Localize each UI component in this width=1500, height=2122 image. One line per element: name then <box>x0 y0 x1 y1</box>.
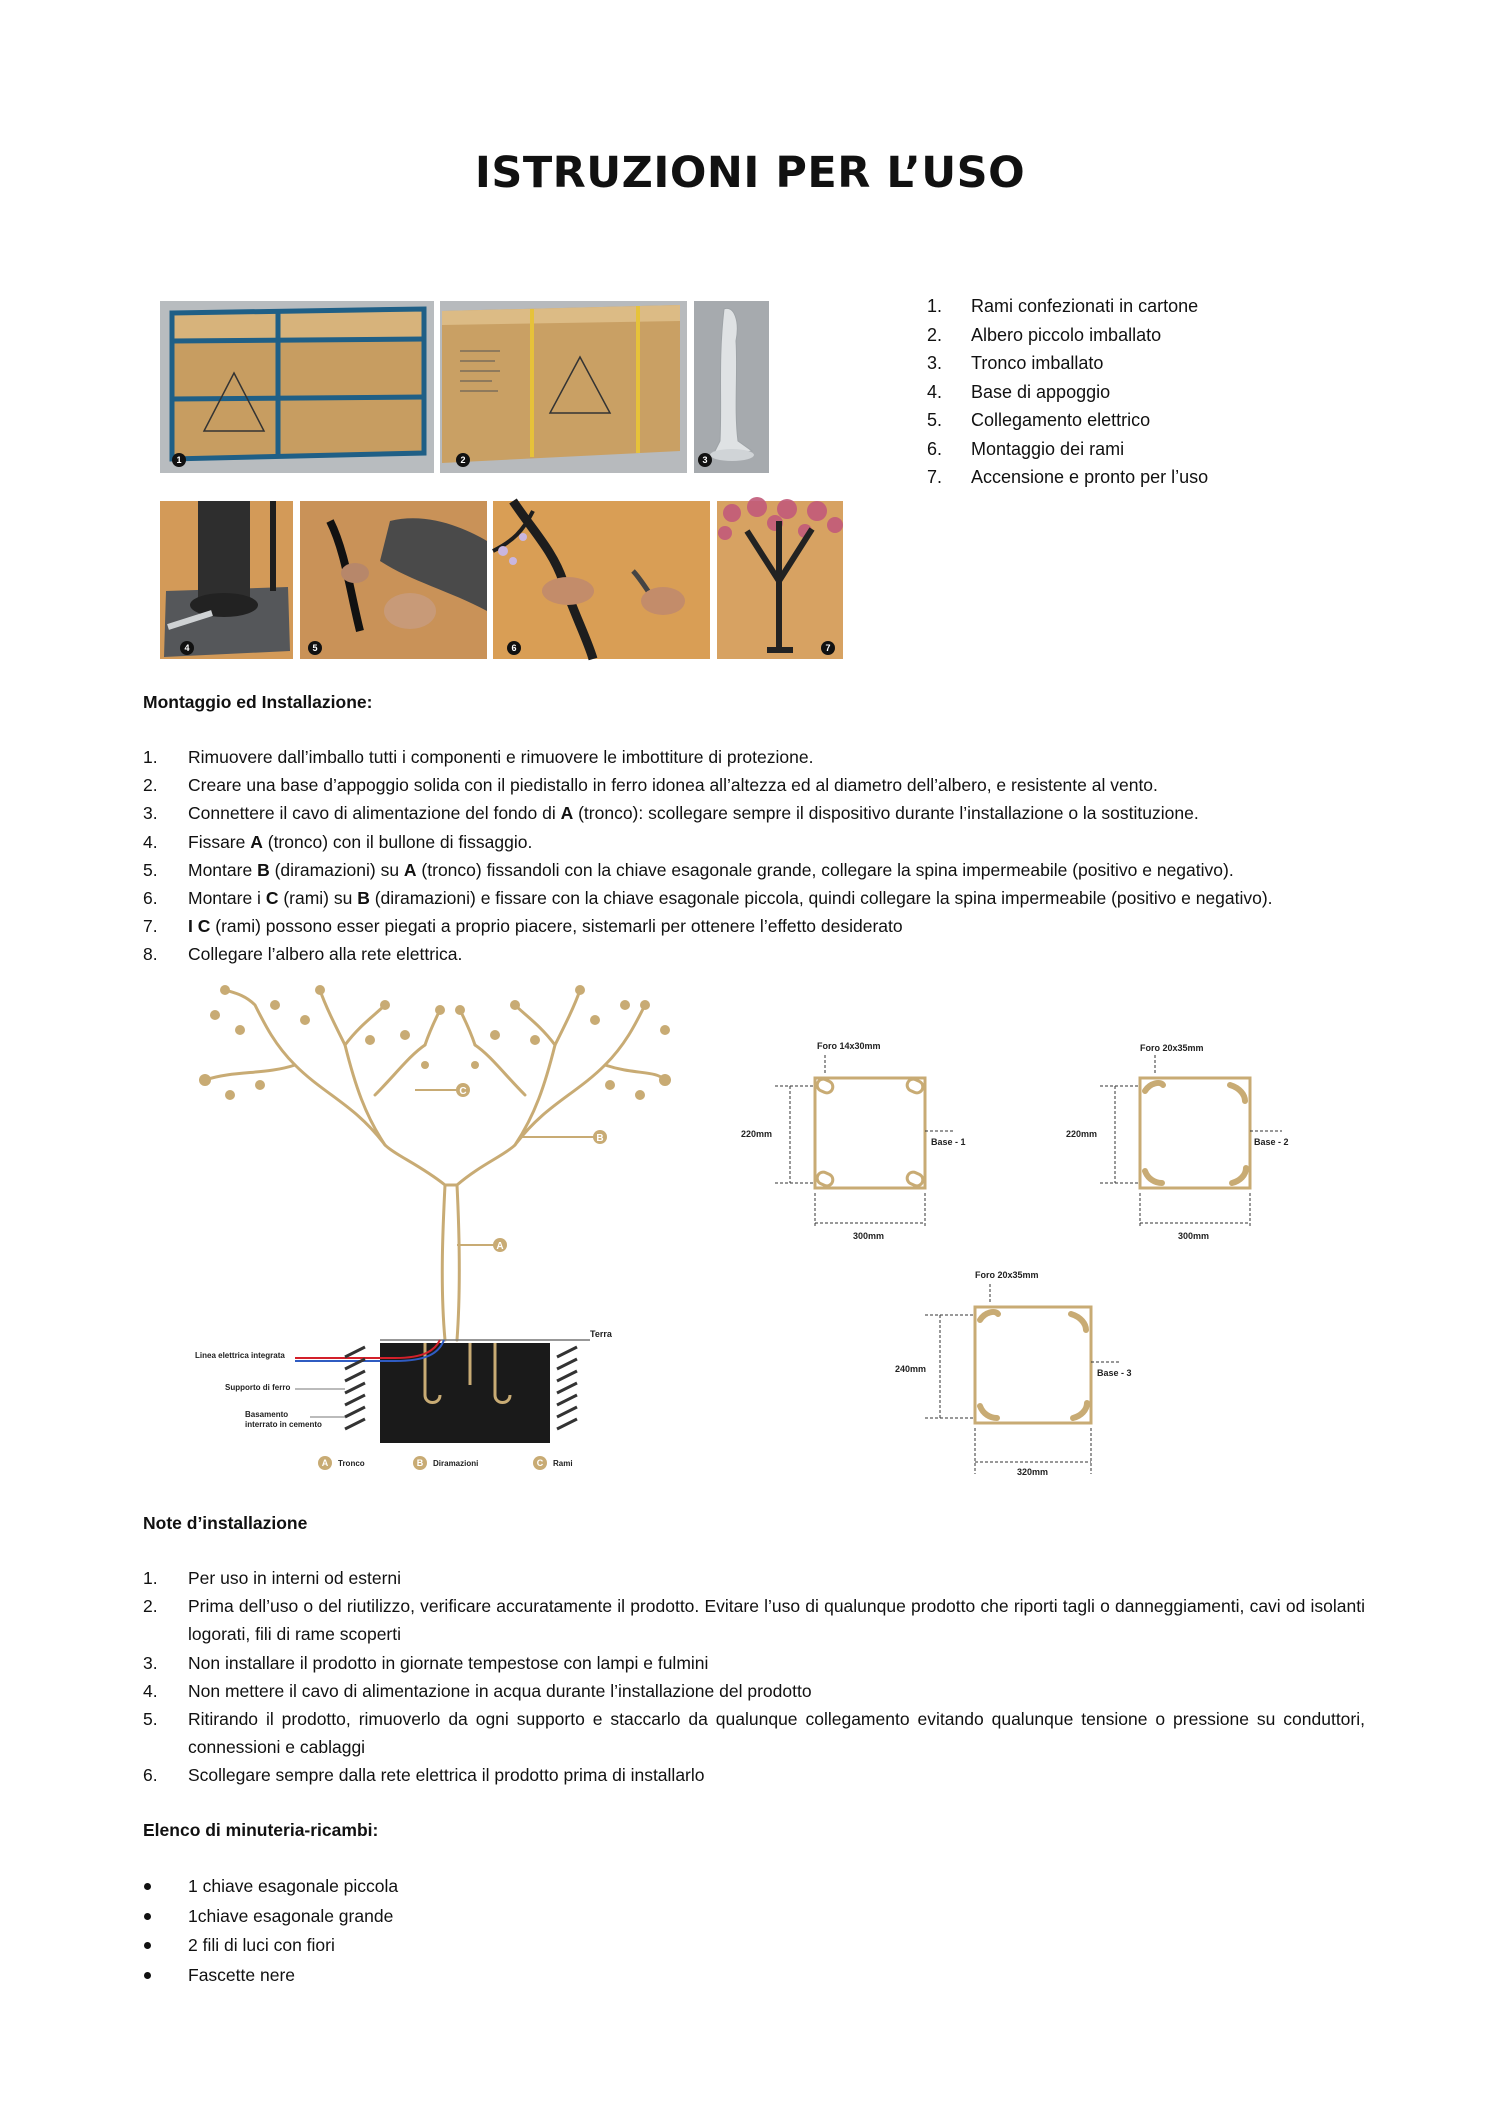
photo-number: 7 <box>821 641 835 655</box>
base-plate-2 <box>1060 1033 1300 1243</box>
list-item: 2 fili di luci con fiori <box>143 1931 398 1961</box>
list-item: 6. Montaggio dei rami <box>927 438 1125 459</box>
marker-b <box>520 1130 607 1144</box>
base-plate-3 <box>895 1262 1135 1477</box>
base-plate-1 <box>735 1033 966 1243</box>
label-basamento-2: interrato in cemento <box>245 1420 322 1429</box>
list-item: 5. Montare B (diramazioni) su A (tronco) fissandoli con la chiave esagonale grande, collegare la spina impermeabile (positivo e negativo). <box>143 859 1234 880</box>
label-width: 320mm <box>1017 1467 1049 1477</box>
photo-number: 5 <box>308 641 322 655</box>
tree-installation-diagram <box>195 985 675 1475</box>
photo-number: 2 <box>456 453 470 467</box>
photo-number: 6 <box>507 641 521 655</box>
page-title: ISTRUZIONI PER L’USO <box>474 148 1026 198</box>
list-item: 1 chiave esagonale piccola <box>143 1872 398 1902</box>
list-item: 3. Tronco imballato <box>927 353 1104 373</box>
tree-blossoms <box>199 985 671 1100</box>
svg-text:Diramazioni: Diramazioni <box>433 1459 479 1468</box>
list-item: 4. Fissare A (tronco) con il bullone di fissaggio. <box>143 831 533 852</box>
list-item: 1. Rimuovere dall’imballo tutti i componenti e rimuovere le imbottiture di protezione. <box>143 747 814 767</box>
svg-text:B: B <box>416 1458 424 1468</box>
svg-text:C: C <box>536 1458 544 1468</box>
label-supporto: Supporto di ferro <box>225 1383 291 1392</box>
marker-a <box>457 1238 507 1252</box>
photo-trunk-packed <box>694 301 769 473</box>
label-base: Base - 1 <box>931 1137 966 1147</box>
marker-c <box>415 1083 470 1097</box>
list-item: 5. Ritirando il prodotto, rimuoverlo da ogni supporto e staccarlo da qualunque collegamento evitando qualunque tensione o pressione su conduttori, connessioni e cablaggi <box>143 1709 1365 1758</box>
label-basamento: Basamento <box>245 1410 289 1419</box>
svg-text:A: A <box>321 1458 329 1468</box>
svg-text:C: C <box>459 1086 467 1097</box>
diagram-legend <box>318 1456 573 1470</box>
list-item: 6. Scollegare sempre dalla rete elettrica il prodotto prima di installarlo <box>143 1765 705 1786</box>
list-item: 7. Accensione e pronto per l’uso <box>927 467 1209 487</box>
photo-electrical <box>300 501 487 659</box>
notes-heading: Note d’installazione <box>143 1513 308 1533</box>
list-item: 4. Base di appoggio <box>927 381 1111 402</box>
label-linea: Linea elettrica integrata <box>195 1351 285 1360</box>
svg-text:Rami: Rami <box>553 1459 573 1468</box>
list-item: 2. Prima dell’uso o del riutilizzo, verificare accuratamente il prodotto. Evitare l’uso di qualunque prodotto che riporti tagli o danneggiamenti, cavi od isolanti logorati, fili di rame scoperti <box>143 1596 1365 1645</box>
label-height: 240mm <box>895 1364 927 1374</box>
branch-mounting-image <box>493 501 710 659</box>
photo-small-tree-packed <box>440 301 687 473</box>
carton-box-image <box>440 301 687 473</box>
wrapped-trunk-image <box>694 301 769 473</box>
label-height: 220mm <box>741 1129 773 1139</box>
assembly-steps <box>143 743 1368 969</box>
svg-text:Tronco: Tronco <box>338 1459 365 1468</box>
svg-text:B: B <box>596 1133 604 1144</box>
label-base: Base - 2 <box>1254 1137 1289 1147</box>
photo-branch-mounting <box>493 501 710 659</box>
label-foro: Foro 20x35mm <box>975 1270 1039 1280</box>
label-foro: Foro 14x30mm <box>817 1041 881 1051</box>
tree-outline <box>205 990 665 1340</box>
assembly-heading: Montaggio ed Installazione: <box>143 692 373 712</box>
photo-base <box>160 501 293 659</box>
label-width: 300mm <box>853 1231 885 1241</box>
spares-list <box>143 1872 398 1990</box>
list-item: 4. Non mettere il cavo di alimentazione in acqua durante l’installazione del prodotto <box>143 1680 812 1701</box>
photo-number: 4 <box>180 641 194 655</box>
list-item: 8. Collegare l’albero alla rete elettrica. <box>143 944 463 965</box>
label-base: Base - 3 <box>1097 1368 1132 1378</box>
list-item: 5. Collegamento elettrico <box>927 410 1151 430</box>
label-height: 220mm <box>1066 1129 1098 1139</box>
label-foro: Foro 20x35mm <box>1140 1043 1204 1053</box>
list-item: 7. I C (rami) possono esser piegati a proprio piacere, sistemarli per ottenere l’effetto desiderato <box>143 916 903 937</box>
list-item: 3. Non installare il prodotto in giornate tempestose con lampi e fulmini <box>143 1652 709 1673</box>
photo-tree-ready <box>717 501 843 659</box>
photo-branches-carton <box>160 301 434 473</box>
list-item: 2. Creare una base d’appoggio solida con il piedistallo in ferro idonea all’altezza ed al diametro dell’albero, e resistente al vento. <box>143 775 1158 796</box>
installation-notes <box>143 1564 1365 1790</box>
list-item: 1. Per uso in interni od esterni <box>143 1568 402 1588</box>
label-terra: Terra <box>590 1329 612 1339</box>
spares-heading: Elenco di minuteria-ricambi: <box>143 1820 379 1840</box>
list-item: 1. Rami confezionati in cartone <box>927 296 1199 316</box>
parts-list <box>927 292 1208 492</box>
list-item: 2. Albero piccolo imballato <box>927 324 1162 345</box>
photo-number: 3 <box>698 453 712 467</box>
list-item: 3. Connettere il cavo di alimentazione del fondo di A (tronco): scollegare sempre il dispositivo durante l’installazione o la sostituzione. <box>143 803 1199 824</box>
list-item: 1chiave esagonale grande <box>143 1902 398 1932</box>
list-item: Fascette nere <box>143 1961 398 1991</box>
label-width: 300mm <box>1178 1231 1210 1241</box>
svg-text:A: A <box>496 1241 504 1252</box>
carton-crate-image <box>160 301 434 473</box>
finished-tree-image <box>717 501 843 659</box>
base-bolting-image <box>160 501 293 659</box>
electrical-connection-image <box>300 501 487 659</box>
list-item: 6. Montare i C (rami) su B (diramazioni) e fissare con la chiave esagonale piccola, quindi collegare la spina impermeabile (positivo e negativo). <box>143 888 1273 909</box>
photo-number: 1 <box>172 453 186 467</box>
